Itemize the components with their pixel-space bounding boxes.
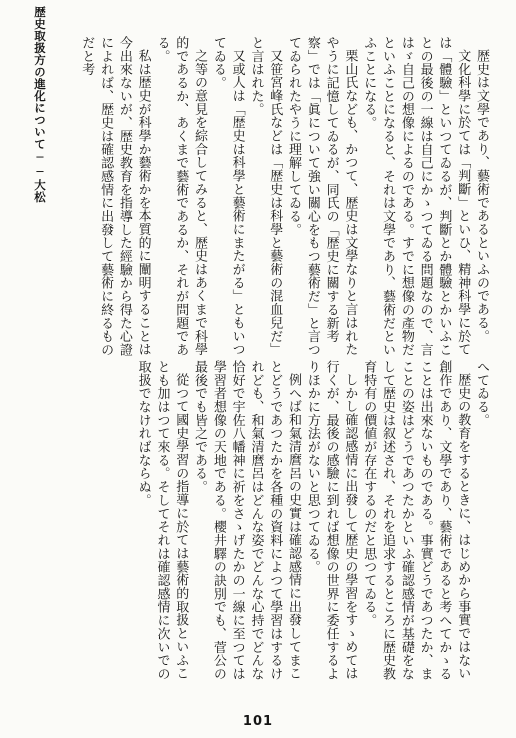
paragraph: 歴史は文學であり、藝術であるといふのである。	[474, 49, 489, 343]
paragraph: 又笹宮峰氏などは「歴史は科學と藝術の混血兒だ」と言はれた。	[248, 36, 283, 357]
paragraph: 從つて國史學習の指導に於ては藝術的取扱といふことも加はつて來る。そしてそれは確認感情に次いでの取扱でなければならぬ。	[135, 360, 189, 681]
paragraph: 栗山氏なども、かつて、歴史は文學なりと言はれたやうに記憶してゐるが、同氏の「歴史に關する新考察」では「眞について強い關心をもつ藝術だ」と言つてゐられたやうに理解してゐる。	[286, 36, 358, 357]
paragraph: 之等の意見を綜合してみると、歴史はあくまで科學的であるか、あくまで藝術であるか、それが問題である。	[154, 36, 208, 357]
page-number: 101	[242, 714, 274, 729]
paragraph: へてゐる。	[474, 360, 489, 427]
paragraph: 歴史の教育をするときに、はじめから事實ではない創作であり、文學であり、藝術であると考へてかゝることは出來ないものである。事實どうであつたか、まことの姿はどうであつたかといふ確認感情が基礎をなして歴史は叙述され、それを追求するところに歴史教育特有の價値が存在するのだと思つてゐる。	[361, 360, 471, 681]
upper-text-section	[60, 36, 490, 358]
paragraph: 私は歴史が科學か藝術かを本質的に闡明することは今出來ないが、歴史教育を指導した經驗から得た心證によれば、歴史は確認感情に出發して藝術に終るものだと考	[79, 36, 151, 357]
paragraph: しかし確認感情に出發して歴史の學習をすゝめては行くが、最後の感驗に到れば想像の世界に委任するよりほかに方法がないと思つてゐる。	[304, 360, 358, 681]
lower-text-section	[60, 360, 490, 682]
paragraph: 例へば和氣清麿呂の史實は確認感情に出發してまことどうであつたかを各種の資料によつて學習はするけれども、和氣清麿呂はどんな姿でどんな心持でどんな恰好で宇佐八幡神に祈をさゝげたかの一線に至つては學習者想像の天地である。櫻井驛の訣別でも、菅公の最後でも皆之である。	[192, 360, 302, 681]
paragraph: 又或人は「歴史は科學と藝術にまたがる」ともいつてゐる。	[210, 36, 245, 357]
running-title: 歴史取扱方の進化について──大松	[33, 6, 47, 203]
paragraph: 文化科學に於ては「判斷」といひ、精神科學に於ては「體驗」といつてゐるが、判斷とか體驗とかいふことの最後の一線は自己にかゝつてゐる問題なので、言はゞ自己の想像によるのである。すでに想像の產物だといふことになると、それは文學であり、藝術だといふことになる。	[361, 36, 471, 357]
